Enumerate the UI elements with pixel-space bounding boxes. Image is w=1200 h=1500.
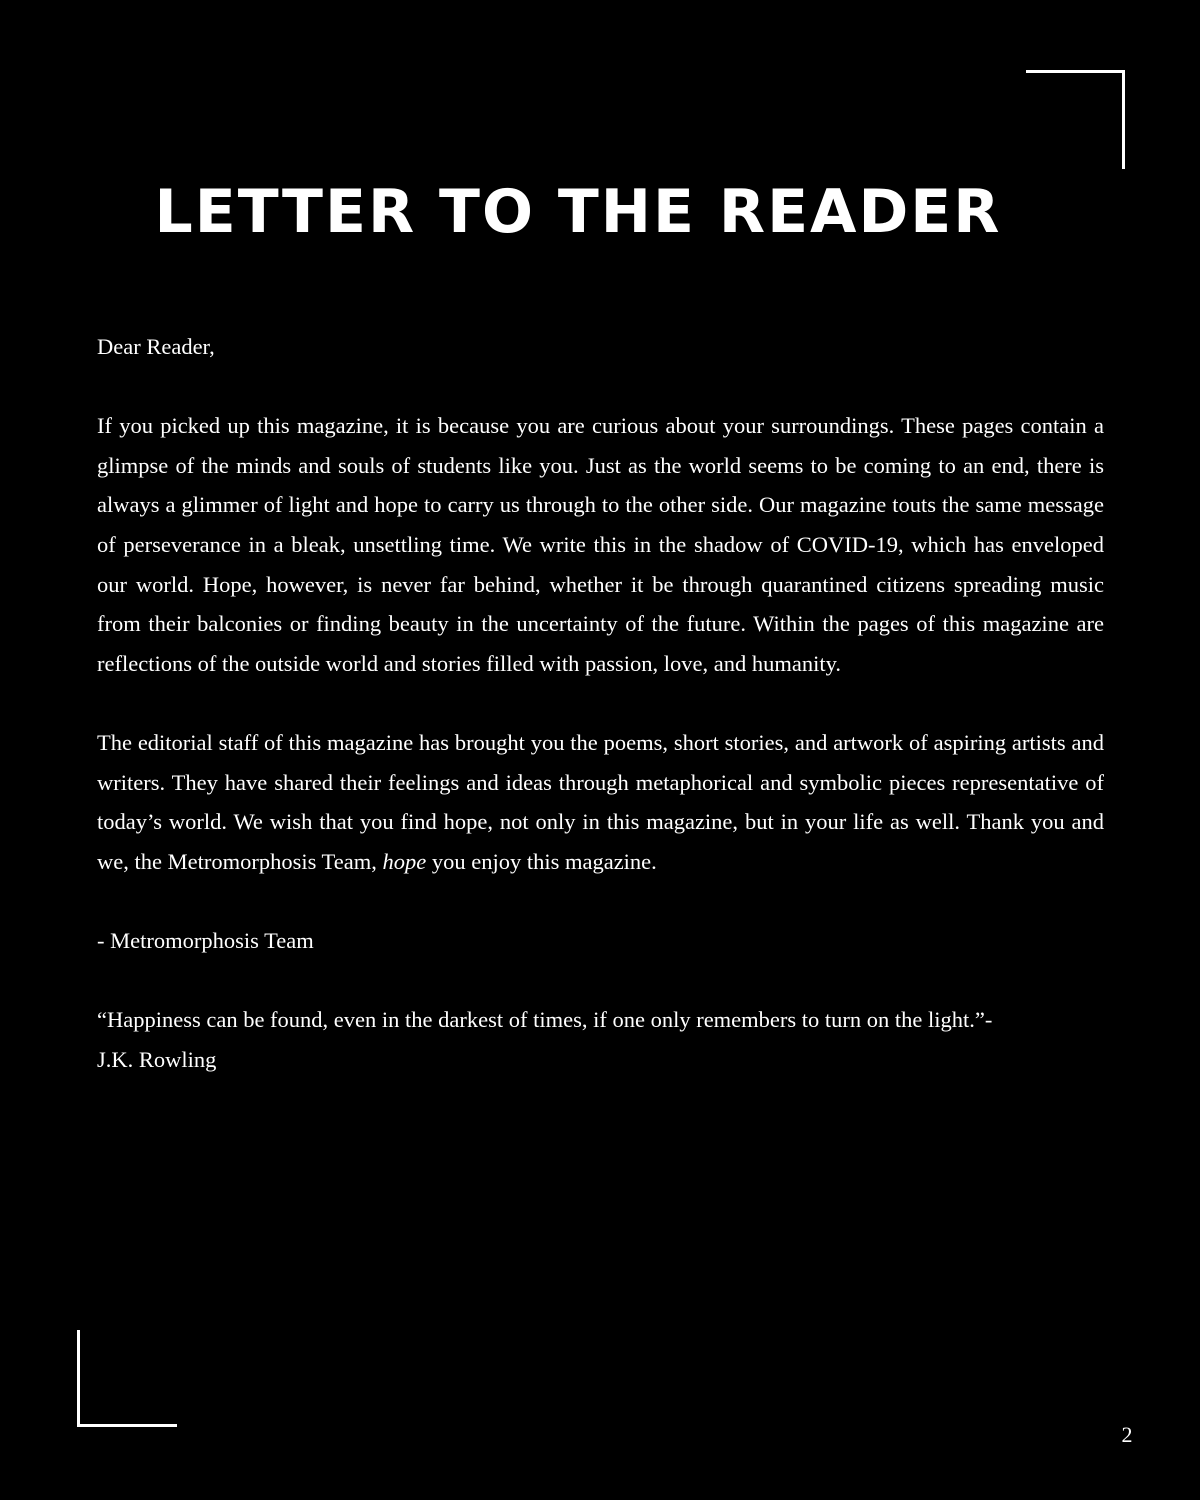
signature: - Metromorphosis Team: [97, 927, 314, 953]
quote: [97, 1000, 1104, 1079]
paragraph-editorial-ending: you enjoy this magazine.: [426, 848, 657, 874]
letter-body: [97, 327, 1104, 1079]
quote-text: “Happiness can be found, even in the darkest of times, if one only remembers to turn on the light.”-: [97, 1007, 993, 1033]
page-number: 2: [1121, 1422, 1133, 1447]
salutation: Dear Reader,: [97, 334, 215, 359]
paragraph-editorial-text: The editorial staff of this magazine has brought you the poems, short stories, and artwork of aspiring artists and writers. They have shared their feelings and ideas through metaphorical and symbolic pieces representative of today’s world. We wish that you find hope, not only in this magazine, but in your life as well. Thank you and we, the Metromorphosis Team,: [97, 729, 1104, 874]
quote-author: J.K. Rowling: [97, 1046, 217, 1072]
paragraph-editorial: [97, 723, 1104, 881]
page-title: LETTER TO THE READER: [154, 177, 1002, 247]
corner-bracket-top-right: [1026, 70, 1125, 169]
corner-bracket-bottom-left: [77, 1330, 177, 1427]
emphasis-hope: hope: [382, 848, 427, 874]
paragraph-intro: If you picked up this magazine, it is because you are curious about your surroundings. These pages contain a glimpse of the minds and souls of students like you. Just as the world seems to be coming to an end, there is always a glimmer of light and hope to carry us through to the other side. Our magazine touts the same message of perseverance in a bleak, unsettling time. We write this in the shadow of COVID-19, which has enveloped our world. Hope, however, is never far behind, whether it be through quarantined citizens spreading music from their balconies or finding beauty in the uncertainty of the future. Within the pages of this magazine are reflections of the outside world and stories filled with passion, love, and humanity.: [97, 413, 1104, 676]
